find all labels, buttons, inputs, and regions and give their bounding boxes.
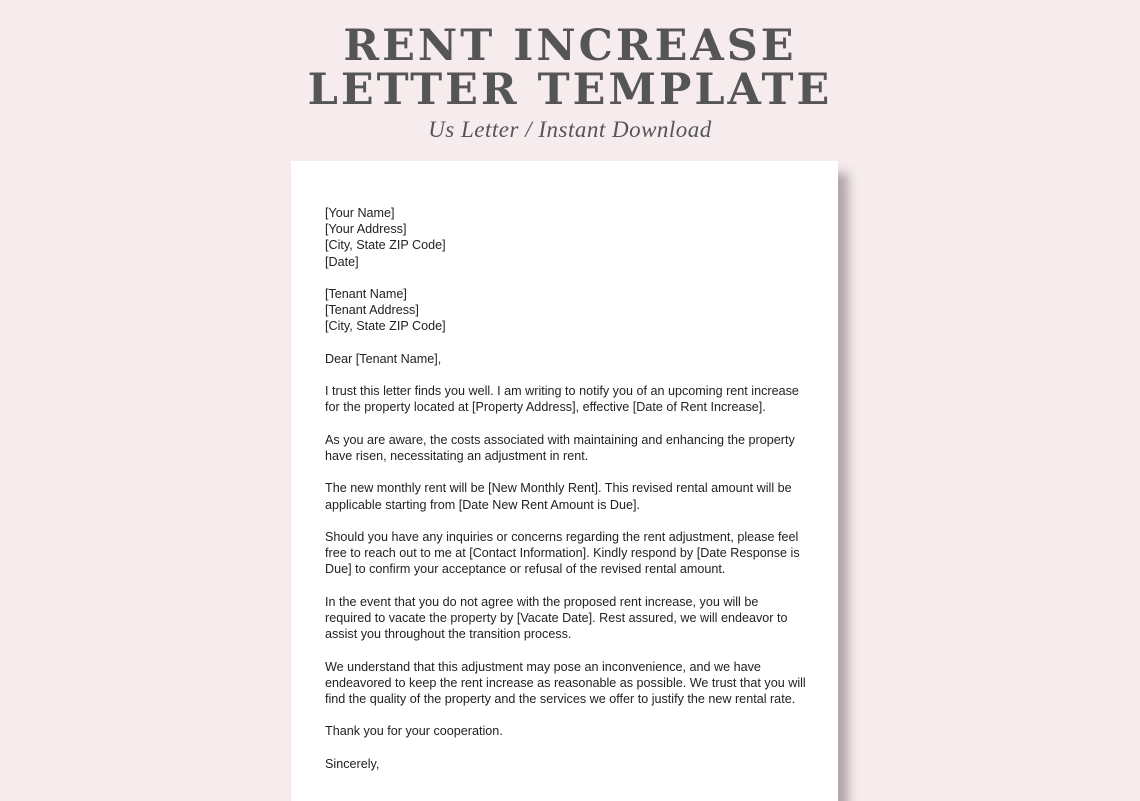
sender-city-state-zip: [City, State ZIP Code] [325,238,446,253]
paragraph-line: As you are aware, the costs associated with maintaining and enhancing the property [325,432,795,447]
salutation [325,351,815,367]
paragraph-line: Thank you for your cooperation. [325,724,503,739]
tenant-address: [Tenant Address] [325,303,419,318]
page-title-line-1: RENT INCREASE [343,21,797,71]
closing [325,756,815,772]
closing-text: Sincerely, [325,756,380,771]
salutation-text: Dear [Tenant Name], [325,351,442,366]
recipient-address [325,286,815,335]
letter-date: [Date] [325,254,359,269]
sender-address [325,205,815,270]
page-subtitle: Us Letter / Instant Download [428,117,712,142]
paragraph-line: have risen, necessitating an adjustment in rent. [325,448,589,463]
tenant-name: [Tenant Name] [325,287,407,301]
sender-name: [Your Name] [325,206,395,220]
paragraph-costs [325,432,815,464]
paragraph-line: Due] to confirm your acceptance or refusal of the revised rental amount. [325,562,726,577]
paragraph-line: endeavored to keep the rent increase as reasonable as possible. We trust that you will [325,675,806,690]
paragraph-line: The new monthly rent will be [New Monthly Rent]. This revised rental amount will be [325,481,792,496]
paragraph-line: assist you throughout the transition process. [325,627,572,642]
paragraph-line: for the property located at [Property Address], effective [Date of Rent Increase]. [325,400,766,415]
letter-body [325,205,815,788]
paragraph-inquiries [325,529,815,578]
tenant-city-state-zip: [City, State ZIP Code] [325,319,446,334]
paragraph-line: required to vacate the property by [Vacate Date]. Rest assured, we will endeavor to [325,610,788,625]
paragraph-intro [325,383,815,415]
paragraph-line: Should you have any inquiries or concerns regarding the rent adjustment, please feel [325,529,799,544]
paragraph-line: free to reach out to me at [Contact Information]. Kindly respond by [Date Response is [325,546,800,561]
paragraph-line: I trust this letter finds you well. I am writing to notify you of an upcoming rent increase [325,384,799,399]
sender-address-line: [Your Address] [325,222,407,237]
paragraph-line: In the event that you do not agree with the proposed rent increase, you will be [325,594,759,609]
paragraph-new-rent [325,480,815,512]
paragraph-vacate [325,594,815,643]
page-title-line-2: LETTER TEMPLATE [307,65,833,115]
paragraph-thanks [325,723,815,739]
paragraph-line: We understand that this adjustment may pose an inconvenience, and we have [325,659,761,674]
paragraph-line: applicable starting from [Date New Rent Amount is Due]. [325,497,640,512]
paragraph-line: find the quality of the property and the services we offer to justify the new rental rate. [325,691,796,706]
paragraph-inconvenience [325,659,815,708]
